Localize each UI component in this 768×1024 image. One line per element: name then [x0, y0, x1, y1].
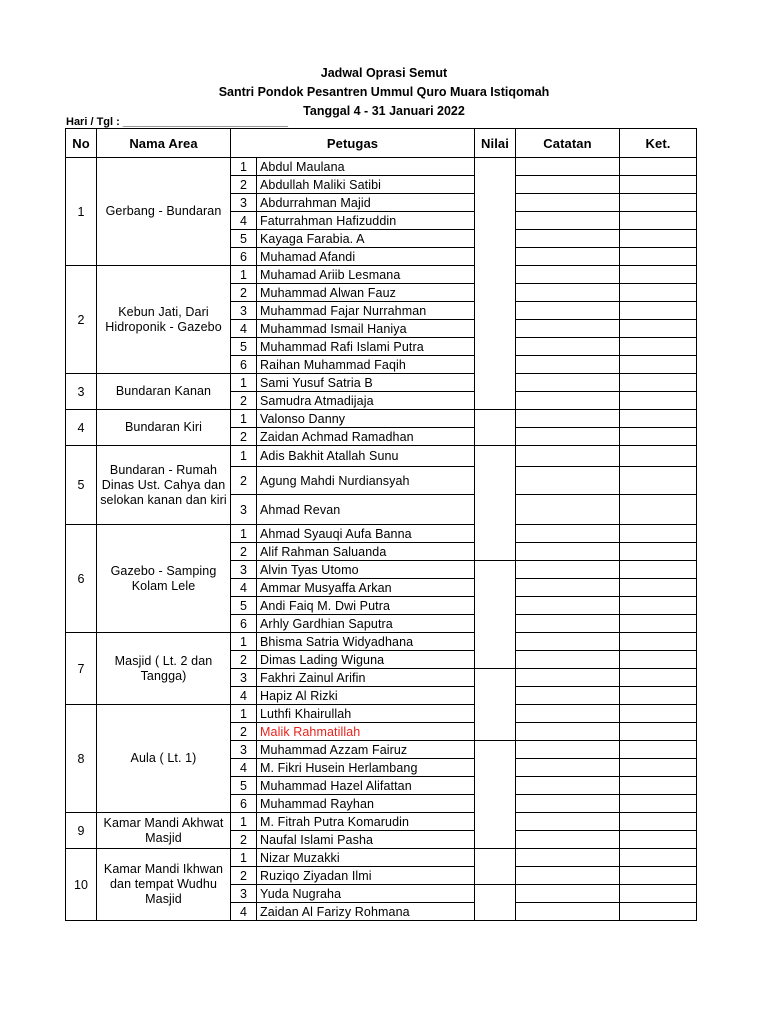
member-name: Faturrahman Hafizuddin — [257, 212, 475, 230]
member-name: Zaidan Al Farizy Rohmana — [257, 903, 475, 921]
member-index: 4 — [231, 759, 257, 777]
member-name: Adis Bakhit Atallah Sunu — [257, 446, 475, 467]
nilai-cell — [475, 669, 516, 741]
member-index: 1 — [231, 158, 257, 176]
member-name: Andi Faiq M. Dwi Putra — [257, 597, 475, 615]
page-title: Jadwal Oprasi Semut — [320, 66, 448, 80]
member-name: Yuda Nugraha — [257, 885, 475, 903]
member-name: Ammar Musyaffa Arkan — [257, 579, 475, 597]
member-index: 2 — [231, 831, 257, 849]
area-number: 5 — [66, 446, 97, 525]
catatan-cell — [516, 320, 620, 338]
catatan-cell — [516, 467, 620, 495]
catatan-cell — [516, 723, 620, 741]
member-name: Abdurrahman Majid — [257, 194, 475, 212]
ket-cell — [620, 741, 697, 759]
area-number: 9 — [66, 813, 97, 849]
ket-cell — [620, 392, 697, 410]
member-name: Muhammad Alwan Fauz — [257, 284, 475, 302]
member-index: 5 — [231, 777, 257, 795]
header-area: Nama Area — [97, 129, 231, 158]
ket-cell — [620, 302, 697, 320]
catatan-cell — [516, 158, 620, 176]
ket-cell — [620, 669, 697, 687]
member-name: Muhammad Hazel Alifattan — [257, 777, 475, 795]
nilai-cell — [475, 561, 516, 669]
member-index: 4 — [231, 212, 257, 230]
member-index: 6 — [231, 356, 257, 374]
member-name: Abdul Maulana — [257, 158, 475, 176]
ket-cell — [620, 615, 697, 633]
member-index: 3 — [231, 495, 257, 525]
area-number: 7 — [66, 633, 97, 705]
ket-cell — [620, 651, 697, 669]
area-number: 4 — [66, 410, 97, 446]
catatan-cell — [516, 543, 620, 561]
member-index: 2 — [231, 392, 257, 410]
ket-cell — [620, 759, 697, 777]
member-index: 6 — [231, 795, 257, 813]
area-name: Gazebo - Samping Kolam Lele — [97, 525, 231, 633]
catatan-cell — [516, 302, 620, 320]
catatan-cell — [516, 248, 620, 266]
header-row — [66, 129, 697, 158]
table-row — [66, 266, 697, 284]
area-number: 10 — [66, 849, 97, 921]
member-index: 1 — [231, 849, 257, 867]
catatan-cell — [516, 410, 620, 428]
catatan-cell — [516, 266, 620, 284]
title-block — [0, 64, 768, 121]
ket-cell — [620, 338, 697, 356]
member-name: Muhammad Rayhan — [257, 795, 475, 813]
area-number: 8 — [66, 705, 97, 813]
ket-cell — [620, 543, 697, 561]
table-row — [66, 633, 697, 651]
nilai-cell — [475, 741, 516, 849]
catatan-cell — [516, 579, 620, 597]
member-index: 3 — [231, 669, 257, 687]
hari-tgl-field: Hari / Tgl : ___________________________ — [66, 116, 289, 128]
catatan-cell — [516, 176, 620, 194]
area-name: Aula ( Lt. 1) — [97, 705, 231, 813]
ket-cell — [620, 374, 697, 392]
member-index: 6 — [231, 248, 257, 266]
ket-cell — [620, 356, 697, 374]
ket-cell — [620, 230, 697, 248]
catatan-cell — [516, 597, 620, 615]
area-name: Kebun Jati, Dari Hidroponik - Gazebo — [97, 266, 231, 374]
table-row — [66, 446, 697, 467]
member-name: M. Fikri Husein Herlambang — [257, 759, 475, 777]
catatan-cell — [516, 525, 620, 543]
catatan-cell — [516, 615, 620, 633]
member-name: Raihan Muhammad Faqih — [257, 356, 475, 374]
member-name: Malik Rahmatillah — [257, 723, 475, 741]
schedule-table — [65, 128, 697, 921]
catatan-cell — [516, 687, 620, 705]
member-index: 5 — [231, 338, 257, 356]
catatan-cell — [516, 849, 620, 867]
ket-cell — [620, 248, 697, 266]
member-index: 3 — [231, 561, 257, 579]
member-index: 5 — [231, 597, 257, 615]
ket-cell — [620, 849, 697, 867]
member-name: Ruziqo Ziyadan Ilmi — [257, 867, 475, 885]
ket-cell — [620, 525, 697, 543]
catatan-cell — [516, 230, 620, 248]
member-name: Alif Rahman Saluanda — [257, 543, 475, 561]
member-name: Agung Mahdi Nurdiansyah — [257, 467, 475, 495]
area-name: Kamar Mandi Akhwat Masjid — [97, 813, 231, 849]
member-name: Valonso Danny — [257, 410, 475, 428]
member-index: 2 — [231, 651, 257, 669]
ket-cell — [620, 777, 697, 795]
ket-cell — [620, 723, 697, 741]
nilai-cell — [475, 158, 516, 410]
ket-cell — [620, 813, 697, 831]
catatan-cell — [516, 428, 620, 446]
ket-cell — [620, 212, 697, 230]
catatan-cell — [516, 669, 620, 687]
area-number: 3 — [66, 374, 97, 410]
member-index: 4 — [231, 579, 257, 597]
ket-cell — [620, 561, 697, 579]
ket-cell — [620, 320, 697, 338]
member-index: 2 — [231, 543, 257, 561]
nilai-cell — [475, 849, 516, 885]
member-index: 3 — [231, 302, 257, 320]
member-name: Hapiz Al Rizki — [257, 687, 475, 705]
catatan-cell — [516, 374, 620, 392]
ket-cell — [620, 597, 697, 615]
catatan-cell — [516, 705, 620, 723]
ket-cell — [620, 410, 697, 428]
ket-cell — [620, 885, 697, 903]
member-name: Muhamad Afandi — [257, 248, 475, 266]
header-ket: Ket. — [620, 129, 697, 158]
ket-cell — [620, 795, 697, 813]
member-index: 3 — [231, 741, 257, 759]
member-index: 1 — [231, 525, 257, 543]
catatan-cell — [516, 795, 620, 813]
area-number: 2 — [66, 266, 97, 374]
ket-cell — [620, 158, 697, 176]
member-index: 4 — [231, 320, 257, 338]
member-index: 2 — [231, 428, 257, 446]
member-name: Bhisma Satria Widyadhana — [257, 633, 475, 651]
page-subtitle: Santri Pondok Pesantren Ummul Quro Muara Istiqomah — [218, 85, 550, 99]
member-index: 1 — [231, 813, 257, 831]
member-index: 1 — [231, 446, 257, 467]
schedule-body — [66, 158, 697, 921]
table-row — [66, 849, 697, 867]
catatan-cell — [516, 284, 620, 302]
member-name: Nizar Muzakki — [257, 849, 475, 867]
member-name: Muhamad Ariib Lesmana — [257, 266, 475, 284]
area-number: 6 — [66, 525, 97, 633]
member-name: Kayaga Farabia. A — [257, 230, 475, 248]
catatan-cell — [516, 903, 620, 921]
header-catatan: Catatan — [516, 129, 620, 158]
member-name: Sami Yusuf Satria B — [257, 374, 475, 392]
area-name: Bundaran Kiri — [97, 410, 231, 446]
ket-cell — [620, 687, 697, 705]
member-name: Muhammad Azzam Fairuz — [257, 741, 475, 759]
member-name: Alvin Tyas Utomo — [257, 561, 475, 579]
member-name: Muhammad Ismail Haniya — [257, 320, 475, 338]
member-index: 2 — [231, 284, 257, 302]
area-name: Gerbang - Bundaran — [97, 158, 231, 266]
member-index: 1 — [231, 374, 257, 392]
member-index: 1 — [231, 633, 257, 651]
table-row — [66, 374, 697, 392]
member-index: 2 — [231, 723, 257, 741]
catatan-cell — [516, 561, 620, 579]
member-index: 6 — [231, 615, 257, 633]
member-name: Muhammad Rafi Islami Putra — [257, 338, 475, 356]
ket-cell — [620, 579, 697, 597]
ket-cell — [620, 266, 697, 284]
area-name: Kamar Mandi Ikhwan dan tempat Wudhu Masjid — [97, 849, 231, 921]
member-index: 2 — [231, 176, 257, 194]
ket-cell — [620, 867, 697, 885]
member-name: M. Fitrah Putra Komarudin — [257, 813, 475, 831]
member-index: 1 — [231, 410, 257, 428]
catatan-cell — [516, 885, 620, 903]
member-name: Ahmad Revan — [257, 495, 475, 525]
member-name: Luthfi Khairullah — [257, 705, 475, 723]
table-row — [66, 813, 697, 831]
member-name: Naufal Islami Pasha — [257, 831, 475, 849]
catatan-cell — [516, 651, 620, 669]
catatan-cell — [516, 867, 620, 885]
area-name: Masjid ( Lt. 2 dan Tangga) — [97, 633, 231, 705]
header-nilai: Nilai — [475, 129, 516, 158]
ket-cell — [620, 633, 697, 651]
member-index: 2 — [231, 867, 257, 885]
header-petugas: Petugas — [231, 129, 475, 158]
catatan-cell — [516, 813, 620, 831]
nilai-cell — [475, 410, 516, 446]
ket-cell — [620, 467, 697, 495]
area-number: 1 — [66, 158, 97, 266]
catatan-cell — [516, 495, 620, 525]
member-index: 3 — [231, 885, 257, 903]
ket-cell — [620, 194, 697, 212]
member-index: 1 — [231, 266, 257, 284]
ket-cell — [620, 284, 697, 302]
member-name: Fakhri Zainul Arifin — [257, 669, 475, 687]
member-name: Ahmad Syauqi Aufa Banna — [257, 525, 475, 543]
member-index: 1 — [231, 705, 257, 723]
table-row — [66, 705, 697, 723]
date-range: Tanggal 4 - 31 Januari 2022 — [303, 104, 465, 118]
member-index: 3 — [231, 194, 257, 212]
catatan-cell — [516, 633, 620, 651]
member-name: Arhly Gardhian Saputra — [257, 615, 475, 633]
catatan-cell — [516, 446, 620, 467]
member-name: Muhammad Fajar Nurrahman — [257, 302, 475, 320]
member-index: 4 — [231, 687, 257, 705]
catatan-cell — [516, 356, 620, 374]
ket-cell — [620, 428, 697, 446]
ket-cell — [620, 495, 697, 525]
member-name: Zaidan Achmad Ramadhan — [257, 428, 475, 446]
member-index: 2 — [231, 467, 257, 495]
catatan-cell — [516, 212, 620, 230]
area-name: Bundaran Kanan — [97, 374, 231, 410]
catatan-cell — [516, 338, 620, 356]
ket-cell — [620, 176, 697, 194]
ket-cell — [620, 705, 697, 723]
catatan-cell — [516, 759, 620, 777]
member-index: 5 — [231, 230, 257, 248]
table-row — [66, 158, 697, 176]
member-index: 4 — [231, 903, 257, 921]
catatan-cell — [516, 777, 620, 795]
member-name: Samudra Atmadijaja — [257, 392, 475, 410]
ket-cell — [620, 903, 697, 921]
member-name: Dimas Lading Wiguna — [257, 651, 475, 669]
table-row — [66, 410, 697, 428]
ket-cell — [620, 446, 697, 467]
area-name: Bundaran - Rumah Dinas Ust. Cahya dan selokan kanan dan kiri — [97, 446, 231, 525]
nilai-cell — [475, 885, 516, 921]
catatan-cell — [516, 831, 620, 849]
catatan-cell — [516, 392, 620, 410]
header-no: No — [66, 129, 97, 158]
table-row — [66, 525, 697, 543]
nilai-cell — [475, 446, 516, 561]
catatan-cell — [516, 194, 620, 212]
member-name: Abdullah Maliki Satibi — [257, 176, 475, 194]
catatan-cell — [516, 741, 620, 759]
ket-cell — [620, 831, 697, 849]
